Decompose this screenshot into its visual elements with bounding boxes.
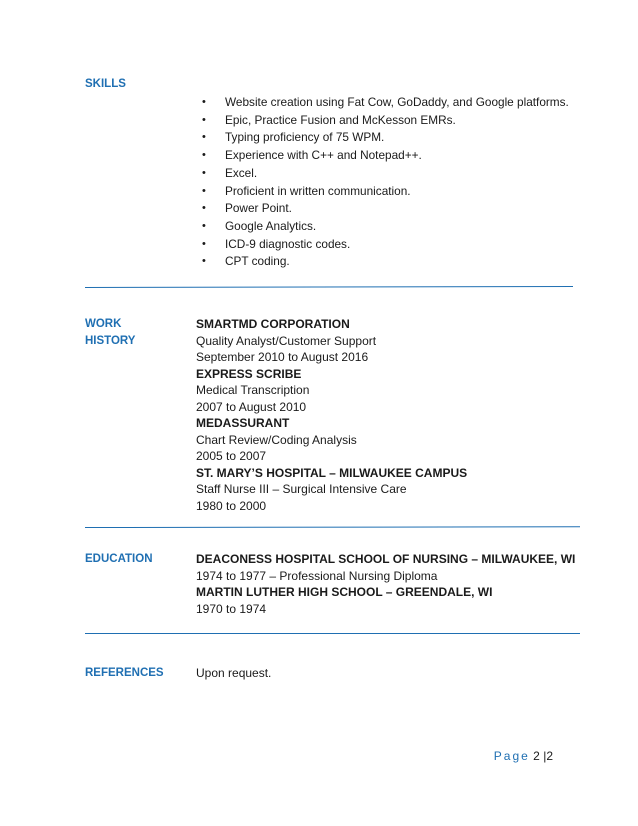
skill-item: • Excel.	[196, 165, 569, 183]
bullet-icon: •	[202, 131, 206, 144]
page-footer	[494, 749, 553, 763]
skill-item: • CPT coding.	[196, 253, 569, 271]
job-role: Quality Analyst/Customer Support	[196, 333, 377, 348]
job-role: Medical Transcription	[196, 383, 310, 397]
employer-name: SMARTMD CORPORATION	[196, 317, 350, 331]
bullet-icon: •	[202, 166, 206, 179]
bullet-icon: •	[202, 237, 206, 250]
employer-name: MEDASSURANT	[196, 416, 290, 430]
page-current: 2	[533, 749, 540, 763]
page-word: Page	[493, 749, 530, 763]
skill-item: • Website creation using Fat Cow, GoDaddy, and Google platforms.	[196, 94, 569, 112]
job-dates: 1980 to 2000	[196, 498, 267, 513]
bullet-icon: •	[202, 202, 206, 215]
references-text: Upon request.	[196, 666, 272, 680]
skill-item: • Epic, Practice Fusion and McKesson EMRs.	[196, 112, 569, 130]
bullet-icon: •	[202, 219, 206, 232]
bullet-icon: •	[202, 96, 206, 108]
school-name: DEACONESS HOSPITAL SCHOOL OF NURSING – MILWAUKEE, WI	[196, 552, 576, 566]
school-detail: 1974 to 1977 – Professional Nursing Diploma	[196, 568, 438, 583]
skill-item: • Experience with C++ and Notepad++.	[196, 147, 569, 165]
skill-item: • Proficient in written communication.	[196, 183, 569, 201]
bullet-icon: •	[202, 149, 206, 162]
section-divider	[85, 286, 573, 288]
section-divider	[85, 633, 580, 634]
work-history-heading: WORK HISTORY	[85, 318, 136, 347]
employer-name: EXPRESS SCRIBE	[196, 366, 302, 381]
job-role: Staff Nurse III – Surgical Intensive Care	[196, 482, 407, 496]
bullet-icon: •	[202, 255, 206, 268]
work-history-entries	[196, 316, 467, 514]
job-dates: 2007 to August 2010	[196, 399, 307, 414]
bullet-icon: •	[202, 113, 206, 126]
skill-item: • Google Analytics.	[196, 218, 569, 236]
school-detail: 1970 to 1974	[196, 601, 267, 616]
school-name: MARTIN LUTHER HIGH SCHOOL – GREENDALE, WI	[196, 585, 493, 599]
skill-item: • Typing proficiency of 75 WPM.	[196, 129, 569, 147]
page-total: 2	[546, 749, 553, 763]
bullet-icon: •	[202, 184, 206, 197]
skills-heading: SKILLS	[85, 78, 126, 90]
job-role: Chart Review/Coding Analysis	[196, 432, 357, 447]
page-separator: |	[543, 749, 547, 763]
education-entries	[196, 551, 575, 617]
skills-list	[196, 94, 569, 271]
job-dates: 2005 to 2007	[196, 449, 267, 463]
skill-item: • Power Point.	[196, 200, 569, 218]
job-dates: September 2010 to August 2016	[196, 350, 369, 364]
employer-name: ST. MARY’S HOSPITAL – MILWAUKEE CAMPUS	[196, 465, 468, 480]
education-heading: EDUCATION	[85, 553, 153, 565]
references-heading: REFERENCES	[85, 667, 164, 679]
skill-item: • ICD-9 diagnostic codes.	[196, 236, 569, 254]
section-divider	[85, 526, 580, 528]
